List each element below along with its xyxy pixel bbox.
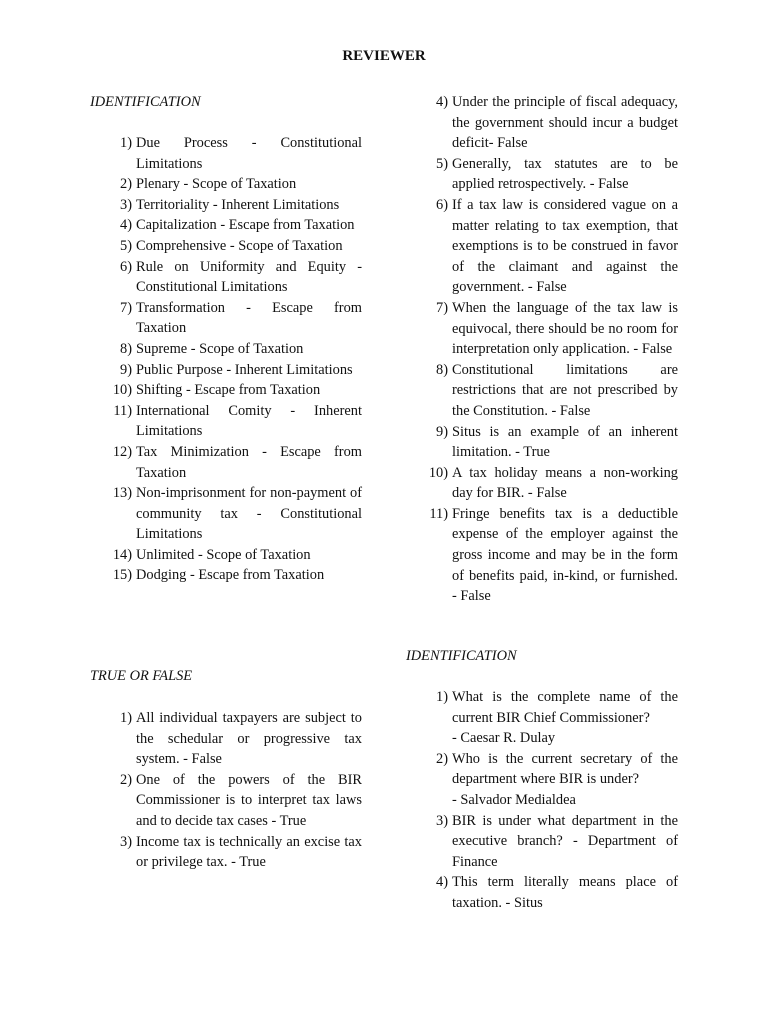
list-item: 12) Tax Minimization - Escape from Taxation: [112, 443, 362, 481]
list-item: 2) One of the powers of the BIR Commissioner is to interpret tax laws and to decide tax cases - True: [120, 771, 362, 829]
identification-heading: IDENTIFICATION: [90, 94, 201, 110]
page-title: REVIEWER: [342, 48, 426, 64]
identification-list: [90, 133, 362, 586]
list-item: 11) International Comity - Inherent Limitations: [113, 402, 362, 440]
list-item: 2) Plenary - Scope of Taxation: [120, 176, 297, 193]
list-item: 1) Due Process - Constitutional Limitations: [120, 135, 362, 172]
identification-list-2: [406, 687, 678, 914]
list-item: 4) This term literally means place of taxation. - Situs: [436, 874, 678, 911]
identification-heading-2: IDENTIFICATION: [406, 648, 517, 664]
list-item: 14) Unlimited - Scope of Taxation: [112, 546, 311, 563]
list-item: 3) Income tax is technically an excise tax or privilege tax. - True: [120, 833, 362, 871]
list-item: 13) Non-imprisonment for non-payment of community tax - Constitutional Limitations: [112, 485, 362, 543]
list-item: 1) What is the complete name of the current BIR Chief Commissioner? - Caesar R. Dulay: [436, 689, 678, 747]
list-item: 10) Shifting - Escape from Taxation: [112, 382, 321, 399]
list-item: 15) Dodging - Escape from Taxation: [112, 567, 325, 584]
list-item: 3) BIR is under what department in the executive branch? - Department of Finance: [436, 812, 678, 870]
list-item: 9) Situs is an example of an inherent limitation. - True: [436, 423, 678, 461]
list-item: 10) A tax holiday means a non-working day for BIR. - False: [428, 464, 678, 502]
true-false-list: [90, 708, 362, 873]
list-item: 8) Constitutional limitations are restrictions that are not prescribed by the Constitution. - False: [436, 361, 678, 419]
list-item: 1) All individual taxpayers are subject to the schedular or progressive tax system. - False: [120, 710, 362, 768]
true-false-heading: TRUE OR FALSE: [90, 668, 193, 684]
list-item: 2) Who is the current secretary of the department where BIR is under? - Salvador Medialdea: [436, 750, 678, 808]
list-item: 4) Under the principle of fiscal adequacy, the government should incur a budget deficit- False: [436, 94, 678, 152]
list-item: 9) Public Purpose - Inherent Limitations: [120, 361, 353, 378]
answer: - Salvador Medialdea: [452, 791, 576, 808]
true-false-list-continued: [406, 92, 678, 607]
list-item: 5) Comprehensive - Scope of Taxation: [120, 237, 343, 254]
list-item: 7) Transformation - Escape from Taxation: [120, 299, 362, 337]
list-item: 11) Fringe benefits tax is a deductible expense of the employer against the gross income and may be in the form of benefits paid, in-kind, or furnished. - False: [429, 505, 678, 605]
list-item: 7) When the language of the tax law is equivocal, there should be no room for interpretation only application. - False: [436, 299, 678, 358]
list-item: 4) Capitalization - Escape from Taxation: [120, 217, 355, 234]
answer: - Caesar R. Dulay: [452, 730, 556, 747]
list-item: 6) Rule on Uniformity and Equity - Constitutional Limitations: [120, 258, 362, 296]
list-item: 8) Supreme - Scope of Taxation: [120, 340, 304, 357]
list-item: 5) Generally, tax statutes are to be applied retrospectively. - False: [436, 155, 678, 193]
list-item: 3) Territoriality - Inherent Limitations: [120, 196, 340, 213]
list-item: 6) If a tax law is considered vague on a matter relating to tax exemption, that exemptions is to be construed in favor of the claimant and against the government. - False: [436, 196, 678, 296]
